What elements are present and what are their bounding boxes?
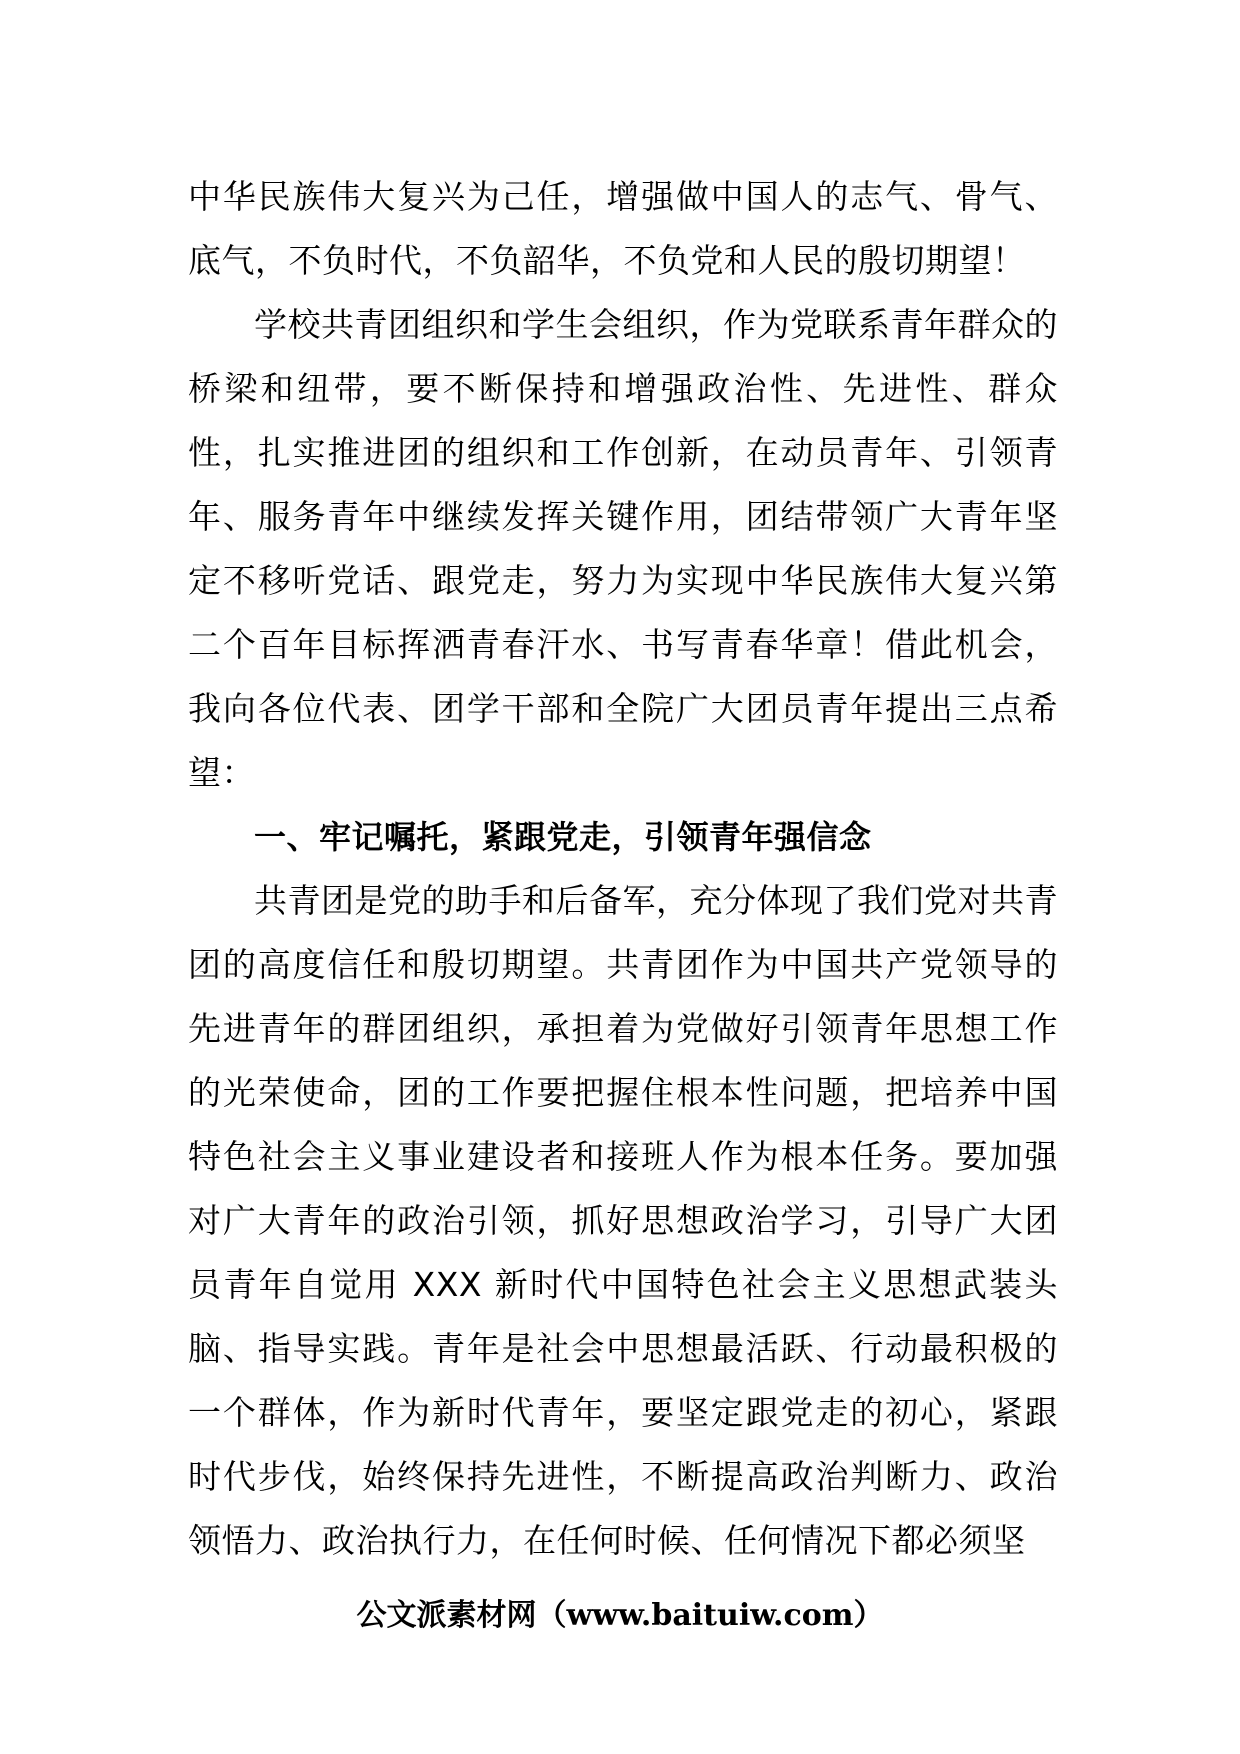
- paragraph-youth-league: 学校共青团组织和学生会组织，作为党联系青年群众的桥梁和纽带，要不断保持和增强政治性、先进性、群众性，扎实推进团的组织和工作创新，在动员青年、引领青年、服务青年中继续发挥关键作用，团结带领广大青年坚定不移听党话、跟党走，努力为实现中华民族伟大复兴第二个百年目标挥洒青春汗水、书写青春华章！借此机会，我向各位代表、团学干部和全院广大团员青年提出三点希望：: [188, 305, 1058, 792]
- footer-watermark: 公文派素材网（www.baituiw.com）: [356, 1598, 884, 1633]
- paragraph-section-1-body: 共青团是党的助手和后备军，充分体现了我们党对共青团的高度信任和殷切期望。共青团作为中国共产党领导的先进青年的群团组织，承担着为党做好引领青年思想工作的光荣使命，团的工作要把握住根本性问题，把培养中国特色社会主义事业建设者和接班人作为根本任务。要加强对广大青年的政治引领，抓好思想政治学习，引导广大团员青年自觉用 XXX 新时代中国特色社会主义思想武装头脑、指导实践。青年是社会中思想最活跃、行动最积极的一个群体，作为新时代青年，要坚定跟党走的初心，紧跟时代步伐，始终保持先进性，不断提高政治判断力、政治领悟力、政治执行力，在任何时候、任何情况下都必须坚: [188, 881, 1058, 1560]
- section-heading-1: 一、牢记嘱托，紧跟党走，引领青年强信念: [254, 818, 872, 856]
- paragraph-continuation: 中华民族伟大复兴为己任，增强做中国人的志气、骨气、底气，不负时代，不负韶华，不负党和人民的殷切期望！: [188, 177, 1058, 280]
- document-body: [188, 165, 1058, 1573]
